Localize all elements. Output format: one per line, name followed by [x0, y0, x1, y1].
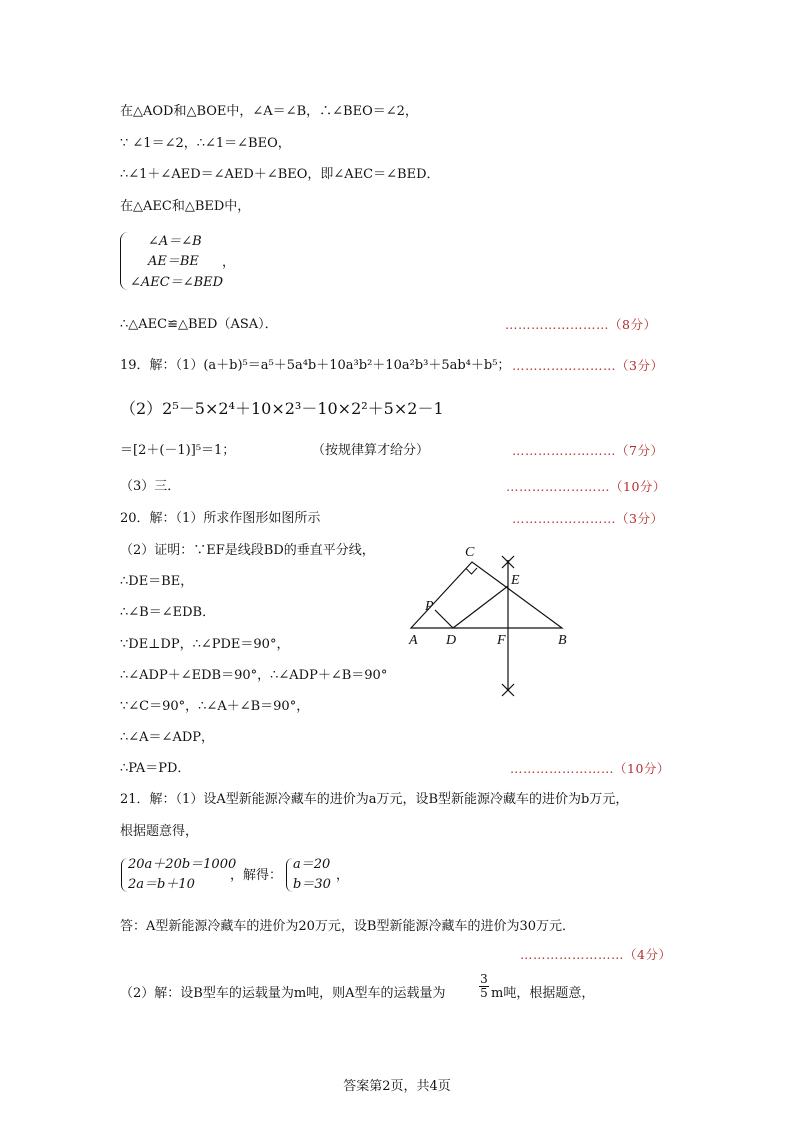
score-10-q20: ……………………（10分） — [510, 761, 670, 776]
label-e: E — [511, 573, 520, 588]
q20-part1: 20．解：（1）所求作图形如图所示 — [120, 511, 321, 526]
q21-result-a: a＝20 — [293, 857, 331, 872]
q21-by-meaning: 根据题意得， — [120, 824, 199, 839]
q19-part1: 19．解：（1）(a＋b)⁵＝a⁵＋5a⁴b＋10a³b²＋10a²b³＋5ab⁴＋b⁵； — [120, 358, 511, 373]
segment-dp — [435, 610, 453, 628]
page-footer: 答案第2页，共4页 — [343, 1079, 451, 1094]
score-3-q20: ……………………（3分） — [512, 511, 664, 526]
triangle-abc — [411, 562, 562, 628]
q20-proof-7: ∴∠A＝∠ADP， — [120, 730, 215, 745]
q20-proof-8: ∴PA＝PD． — [120, 761, 191, 776]
right-angle-mark-c — [466, 568, 477, 574]
q19-part2: （2）2⁵－5×2⁴＋10×2³－10×2²＋5×2－1 — [120, 399, 444, 418]
system-row-2: AE＝BE — [148, 254, 199, 269]
q20-proof-2: ∴DE＝BE， — [120, 574, 194, 589]
q19-part2-result: ＝[2＋(－1)]⁵＝1； — [120, 443, 236, 458]
score-3-q19: ……………………（3分） — [512, 358, 664, 373]
line-aec-bed: ∴∠1＋∠AED＝∠AED＋∠BEO，即∠AEC＝∠BED． — [120, 167, 440, 182]
q21-solve-label: ，解得： — [230, 868, 283, 883]
score-10-q19: ……………………（10分） — [506, 479, 666, 494]
label-b: B — [558, 633, 567, 648]
label-c: C — [465, 545, 475, 560]
segment-de — [453, 586, 508, 628]
label-a: A — [409, 633, 418, 648]
label-d: D — [446, 633, 457, 648]
q21-answer: 答：A型新能源冷藏车的进价为20万元，设B型新能源冷藏车的进价为30万元． — [120, 919, 576, 934]
q19-note: （按规律算才给分） — [312, 443, 430, 458]
q20-proof-1: （2）证明：∵EF是线段BD的垂直平分线， — [120, 543, 375, 558]
label-p: P — [425, 599, 434, 614]
line-aod-boe: 在△AOD和△BOE中，∠A＝∠B，∴∠BEO＝∠2， — [120, 104, 418, 119]
label-f: F — [497, 633, 506, 648]
q21-part2-a: （2）解：设B型车的运载量为m吨，则A型车的运载量为 — [120, 986, 446, 1001]
q21-eq2: 2a＝b＋10 — [128, 877, 195, 892]
fraction-denominator: 5 — [480, 986, 488, 1000]
q20-proof-6: ∵∠C＝90°，∴∠A＋∠B＝90°， — [120, 699, 310, 714]
system-comma: ， — [222, 255, 236, 270]
score-8: ……………………（8分） — [505, 317, 657, 332]
line-congruent: ∴△AEC≌△BED（ASA）． — [120, 317, 278, 332]
q21-intro: 21．解：（1）设A型新能源冷藏车的进价为a万元，设B型新能源冷藏车的进价为b万元， — [120, 792, 629, 807]
q20-proof-4: ∵DE⊥DP，∴∠PDE＝90°， — [120, 637, 290, 652]
q21-eq1: 20a＋20b＝1000 — [128, 857, 237, 872]
line-in-triangles: 在△AEC和△BED中， — [120, 199, 251, 214]
geometry-figure — [405, 540, 595, 700]
q21-part2-b: m吨，根据题意， — [491, 986, 595, 1001]
q20-proof-3: ∴∠B＝∠EDB． — [120, 605, 216, 620]
fraction-3-5 — [479, 973, 489, 1000]
q19-part3: （3）三． — [120, 479, 181, 494]
q21-result-comma: ， — [336, 868, 350, 883]
system-row-3: ∠AEC＝∠BED — [130, 275, 224, 290]
fraction-numerator: 3 — [480, 972, 488, 986]
system-row-1: ∠A＝∠B — [148, 234, 202, 249]
q20-proof-5: ∴∠ADP＋∠EDB＝90°，∴∠ADP＋∠B＝90° — [120, 668, 388, 683]
q21-result-b: b＝30 — [293, 877, 331, 892]
score-4: ……………………（4分） — [520, 947, 672, 962]
score-7: ……………………（7分） — [512, 443, 664, 458]
line-angle1-angle2: ∵ ∠1＝∠2，∴∠1＝∠BEO， — [120, 136, 291, 151]
